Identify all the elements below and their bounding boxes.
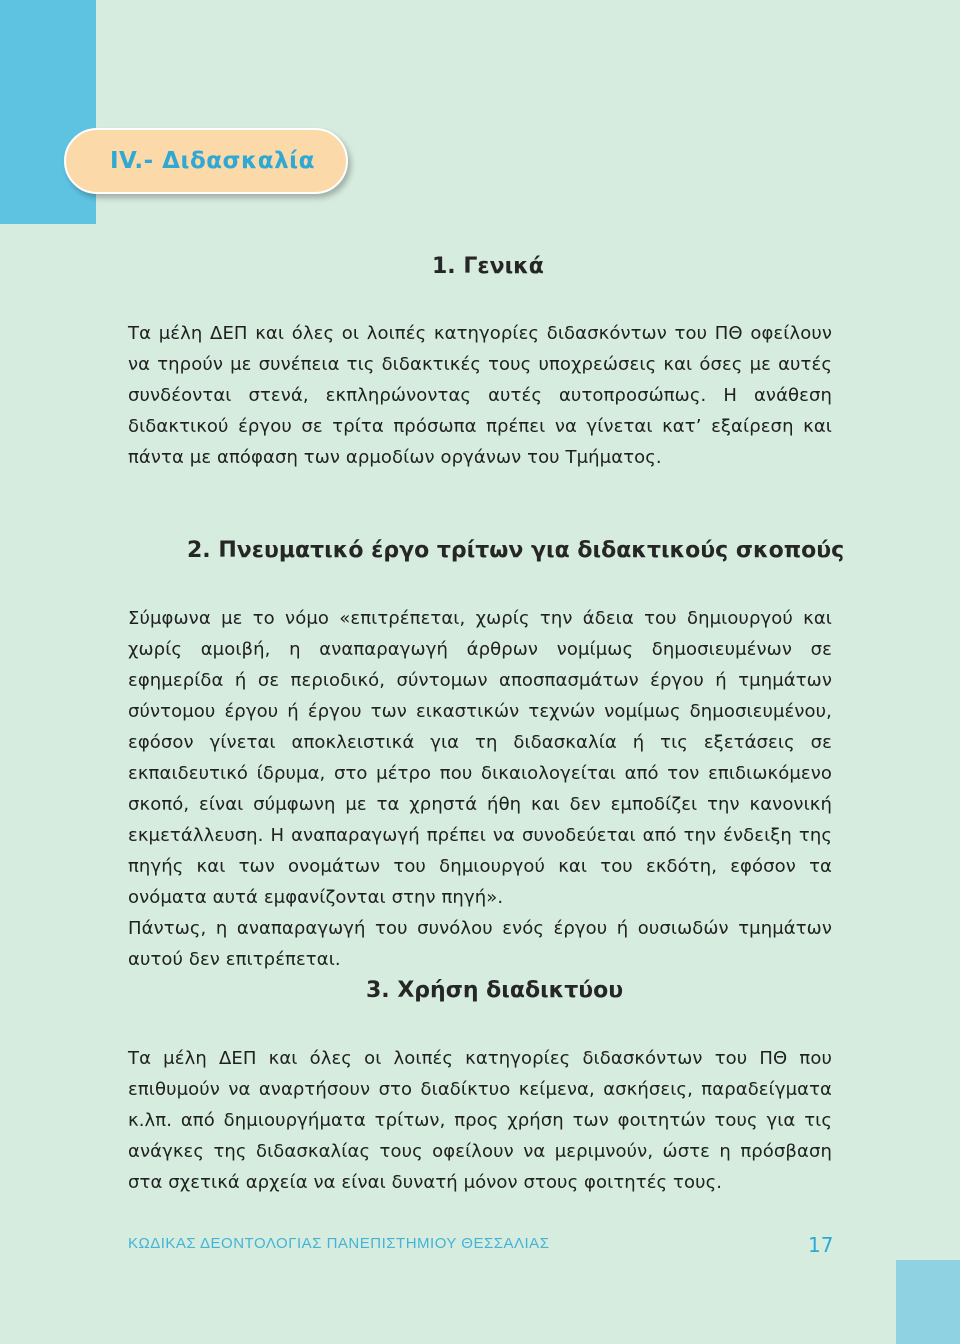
- chapter-title-badge: [64, 128, 348, 194]
- corner-decoration-bottom: [896, 1260, 960, 1344]
- section-paragraph-internet-use: Τα μέλη ΔΕΠ και όλες οι λοιπές κατηγορίες διδασκόντων του ΠΘ που επιθυμούν να αναρτήσουν στο διαδίκτυο κείμενα, ασκήσεις, παραδείγματα κ.λπ. από δημιουργήματα τρίτων, προς χρήση των φοιτητών τους για τις ανάγκες της διδασκαλίας τους οφείλουν να μεριμνούν, ώστε η πρόσβαση στα σχετικά αρχεία να είναι δυνατή μόνον στους φοιτητές τους.: [128, 1048, 832, 1193]
- section-paragraph-third-party-works-note: Πάντως, η αναπαραγωγή του συνόλου ενός έργου ή ουσιωδών τμημάτων αυτού δεν επιτρέπεται.: [128, 918, 832, 970]
- footer-title: ΚΩΔΙΚΑΣ ΔΕΟΝΤΟΛΟΓΙΑΣ ΠΑΝΕΠΙΣΤΗΜΙΟΥ ΘΕΣΣΑΛΙΑΣ: [128, 1235, 550, 1252]
- section-paragraph-general: Τα μέλη ΔΕΠ και όλες οι λοιπές κατηγορίες διδασκόντων του ΠΘ οφείλουν να τηρούν με συνέπεια τις διδακτικές τους υποχρεώσεις και όσες με αυτές συνδέονται στενά, εκπληρώνοντας αυτές αυτοπροσώπως. Η ανάθεση διδακτικού έργου σε τρίτα πρόσωπα πρέπει να γίνεται κατ’ εξαίρεση και πάντα με απόφαση των αρμοδίων οργάνων του Τμήματος.: [128, 323, 832, 468]
- chapter-title: IV.- Διδασκαλία: [110, 148, 315, 174]
- section-body-third-party-works: [128, 603, 832, 975]
- page-number: 17: [808, 1233, 834, 1257]
- section-heading-internet-use: 3. Χρήση διαδικτύου: [366, 978, 624, 1003]
- section-paragraph-third-party-works: Σύμφωνα με το νόμο «επιτρέπεται, χωρίς την άδεια του δημιουργού και χωρίς αμοιβή, η αναπαραγωγή άρθρων νομίμως δημοσιευμένων σε εφημερίδα ή σε περιοδικό, σύντομων αποσπασμάτων έργου ή τμημάτων σύντομου έργου ή έργου των εικαστικών τεχνών νομίμως δημοσιευμένου, εφόσον γίνεται αποκλειστικά για τη διδασκαλία ή τις εξετάσεις σε εκπαιδευτικό ίδρυμα, στο μέτρο που δικαιολογείται από τον επιδιωκόμενο σκοπό, είναι σύμφωνη με τα χρηστά ήθη και δεν εμποδίζει την κανονική εκμετάλλευση. Η αναπαραγωγή πρέπει να συνοδεύεται από την ένδειξη της πηγής και των ονομάτων του δημιουργού και του εκδότη, εφόσον τα ονόματα αυτά εμφανίζονται στην πηγή».: [128, 608, 832, 908]
- section-heading-general: 1. Γενικά: [432, 254, 544, 279]
- section-heading-third-party-works: 2. Πνευματικό έργο τρίτων για διδακτικούς σκοπούς: [187, 538, 845, 563]
